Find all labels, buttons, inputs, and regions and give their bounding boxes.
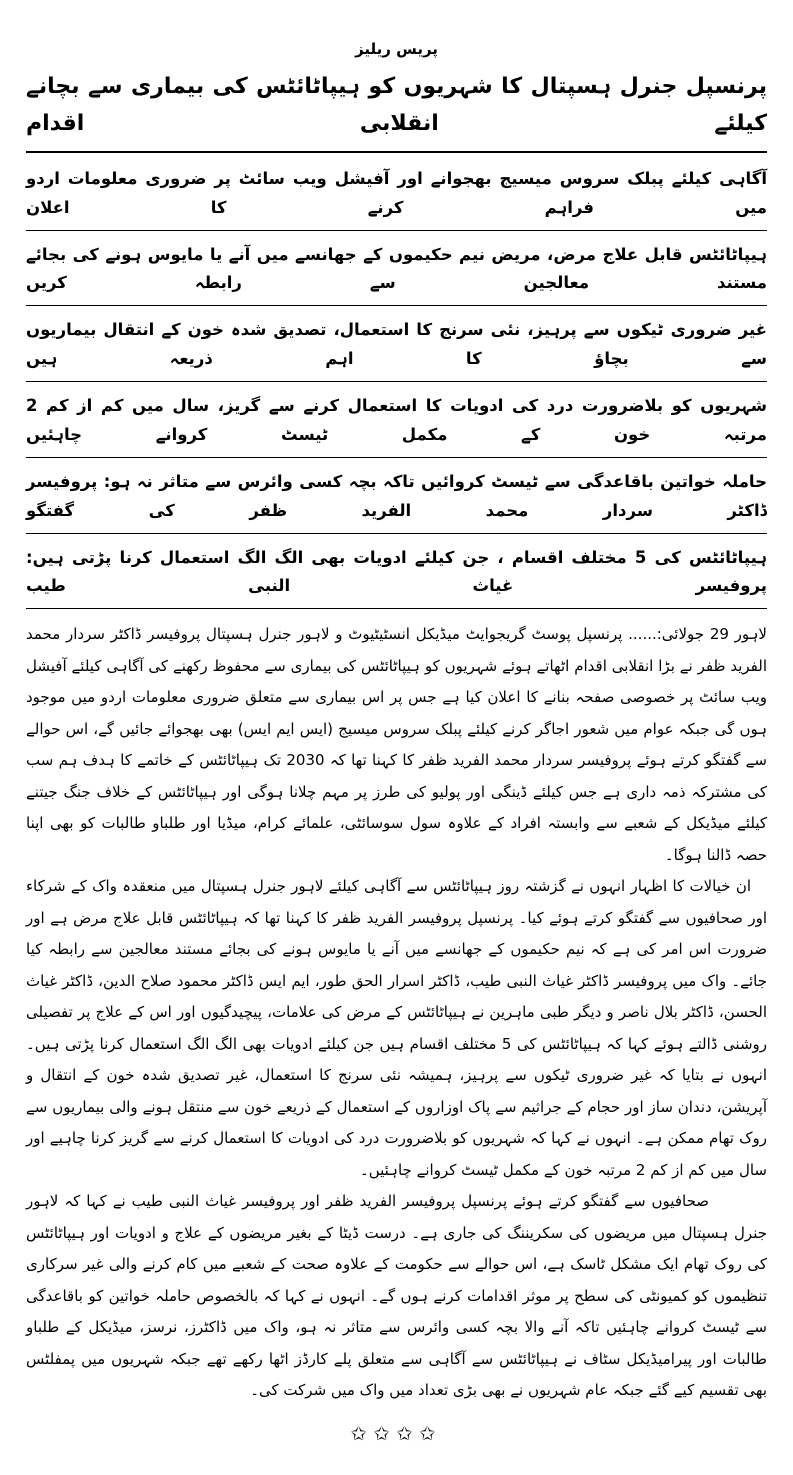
- subheadline-curable-disease: ہیپاٹائٹس قابل علاج مرض، مریض نیم حکیموں کے جھانسے میں آنے یا مایوس ہونے کی بجائے مستند معالجین سے رابطہ کریں: [26, 241, 767, 307]
- footer-stars: ✩✩✩✩: [350, 1422, 443, 1445]
- subheadline-pregnant-women: حاملہ خواتین باقاعدگی سے ٹیسٹ کروائیں تاکہ بچہ کسی وائرس سے متاثر نہ ہو: پروفیسر ڈاکٹر سردار محمد الفرید ظفر کی گفتگو: [26, 468, 767, 534]
- subheadline-blood-tests: شہریوں کو بلاضرورت درد کی ادویات کا استعمال کرنے سے گریز، سال میں کم از کم 2 مرتبہ خون کے مکمل ٹیسٹ کروانے چاہئیں: [26, 392, 767, 458]
- kicker-press-release: پریس ریلیز: [355, 40, 438, 58]
- body-paragraph-screening: صحافیوں سے گفتگو کرتے ہوئے پرنسپل پروفیسر الفرید ظفر اور پروفیسر غیاث النبی طیب نے کہا کہ لاہور جنرل ہسپتال میں مریضوں کی سکریننگ کی جاری ہے۔ درست ڈیٹا کے بغیر مریضوں کے علاج و ادویات اور ہیپاٹائٹس کی روک تھام ایک مشکل ٹاسک ہے، اس حوالے سے حکومت کے علاوہ صحت کے شعبے میں کام کرنے والی غیر سرکاری تنظیموں کو کمیونٹی کی سطح پر موثر اقدامات کرنے ہوں گے۔ انہوں نے کہا کہ بالخصوص حاملہ خواتین کو باقاعدگی سے ٹیسٹ کروانے چاہئیں تاکہ آنے والا بچہ کسی وائرس سے متاثر نہ ہو، واک میں ڈاکٹرز، نرسز، میڈیکل کے طلباو طالبات اور پیرامیڈیکل سٹاف نے ہیپاٹائٹس سے آگاہی سے متعلق پلے کارڈز اٹھا رکھے تھے جبکہ شہریوں میں پمفلٹس بھی تقسیم کیے گئے جبکہ عام شہریوں نے بھی بڑی تعداد میں واک میں شرکت کی۔: [26, 1192, 767, 1400]
- subheadline-announcement: آگاہی کیلئے پبلک سروس میسیج بھجوانے اور آفیشل ویب سائٹ پر ضروری معلومات اردو میں فراہم کرنے کا اعلان: [26, 165, 767, 231]
- subheadline-five-types: ہیپاٹائٹس کی 5 مختلف اقسام ، جن کیلئے ادویات بھی الگ الگ استعمال کرنا پڑتی ہیں: پروفیسر غیاث النبی طیب: [26, 544, 767, 610]
- body-paragraph-walk-details: ان خیالات کا اظہار انہوں نے گزشتہ روز ہیپاٹائٹس سے آگاہی کیلئے لاہور جنرل ہسپتال میں منعقدہ واک کے شرکاء اور صحافیوں سے گفتگو کرتے ہوئے کیا۔ پرنسپل پروفیسر الفرید ظفر کا کہنا تھا کہ ہیپاٹائٹس قابل علاج مرض ہے اور ضرورت اس امر کی ہے کہ نیم حکیموں کے جھانسے میں آنے یا مایوس ہونے کی بجائے مستند معالجین سے رابطہ کیا جائے۔ واک میں پروفیسر ڈاکٹر غیاث النبی طیب، ڈاکٹر اسرار الحق طور، ایم ایس ڈاکٹر محمود صلاح الدین، ڈاکٹر غیاث الحسن، ڈاکٹر بلال ناصر و دیگر طبی ماہرین نے ہیپاٹائٹس کے مرض کی علامات، پیچیدگیوں اور اس کے علاج پر تفصیلی روشنی ڈالتے ہوئے کہا کہ ہیپاٹائٹس کی 5 مختلف اقسام ہیں جن کیلئے ادویات بھی الگ الگ استعمال کرنا پڑتی ہیں۔ انہوں نے بتایا کہ غیر ضروری ٹیکوں سے پرہیز، ہمیشہ نئی سرنج کا استعمال، غیر تصدیق شدہ خون کے انتقال و آپریشن، دندان ساز اور حجام کے جراثیم سے پاک اوزاروں کے استعمال کے ذریعے خون سے منتقل ہونے والی بیماریوں سے روک تھام ممکن ہے۔ انہوں نے کہا کہ شہریوں کو بلاضرورت درد کی ادویات کا استعمال کرنے سے گریز کرنا چاہیے اور سال میں کم از کم 2 مرتبہ خون کے مکمل ٹیسٹ کروانے چاہئیں۔: [26, 877, 767, 1179]
- body-paragraph-lead: لاہور 29 جولائی:...... پرنسپل پوسٹ گریجوایٹ میڈیکل انسٹیٹیوٹ و لاہور جنرل ہسپتال پروفیسر ڈاکٹر سردار محمد الفرید ظفر نے بڑا انقلابی اقدام اٹھاتے ہوئے شہریوں کو ہیپاٹائٹس کی بیماری سے محفوظ رکھنے کی آگاہی کیلئے آفیشل ویب سائٹ پر خصوصی صفحہ بنانے کا اعلان کیا ہے جس پر اس بیماری سے متعلق ضروری معلومات اردو میں موجود ہوں گی جبکہ عوام میں شعور اجاگر کرنے کیلئے پبلک سروس میسیج (ایس ایم ایس) بھی بھجوائے جائیں گے، اس حوالے سے گفتگو کرتے ہوئے پروفیسر سردار محمد الفرید ظفر کا کہنا تھا کہ 2030 تک ہیپاٹائٹس کے خاتمے کا ہدف ہم سب کی مشترکہ ذمہ داری ہے جس کیلئے ڈینگی اور پولیو کی طرز پر مہم چلانا ہوگی اور ہیپاٹائٹس کے خلاف جنگ جیتنے کیلئے میڈیکل کے شعبے سے وابستہ افراد کے علاوہ سول سوسائٹی، علمائے کرام، میڈیا اور طلباو طالبات کو بھی اپنا حصہ ڈالنا ہوگا۔: [26, 625, 767, 864]
- subheadline-prevention-measures: غیر ضروری ٹیکوں سے پرہیز، نئی سرنج کا استعمال، تصدیق شدہ خون کے انتقال بیماریوں سے بچاؤ کا اہم ذریعہ ہیں: [26, 316, 767, 382]
- main-headline: پرنسپل جنرل ہسپتال کا شہریوں کو ہیپاٹائٹس کی بیماری سے بچانے کیلئے انقلابی اقدام: [26, 68, 767, 153]
